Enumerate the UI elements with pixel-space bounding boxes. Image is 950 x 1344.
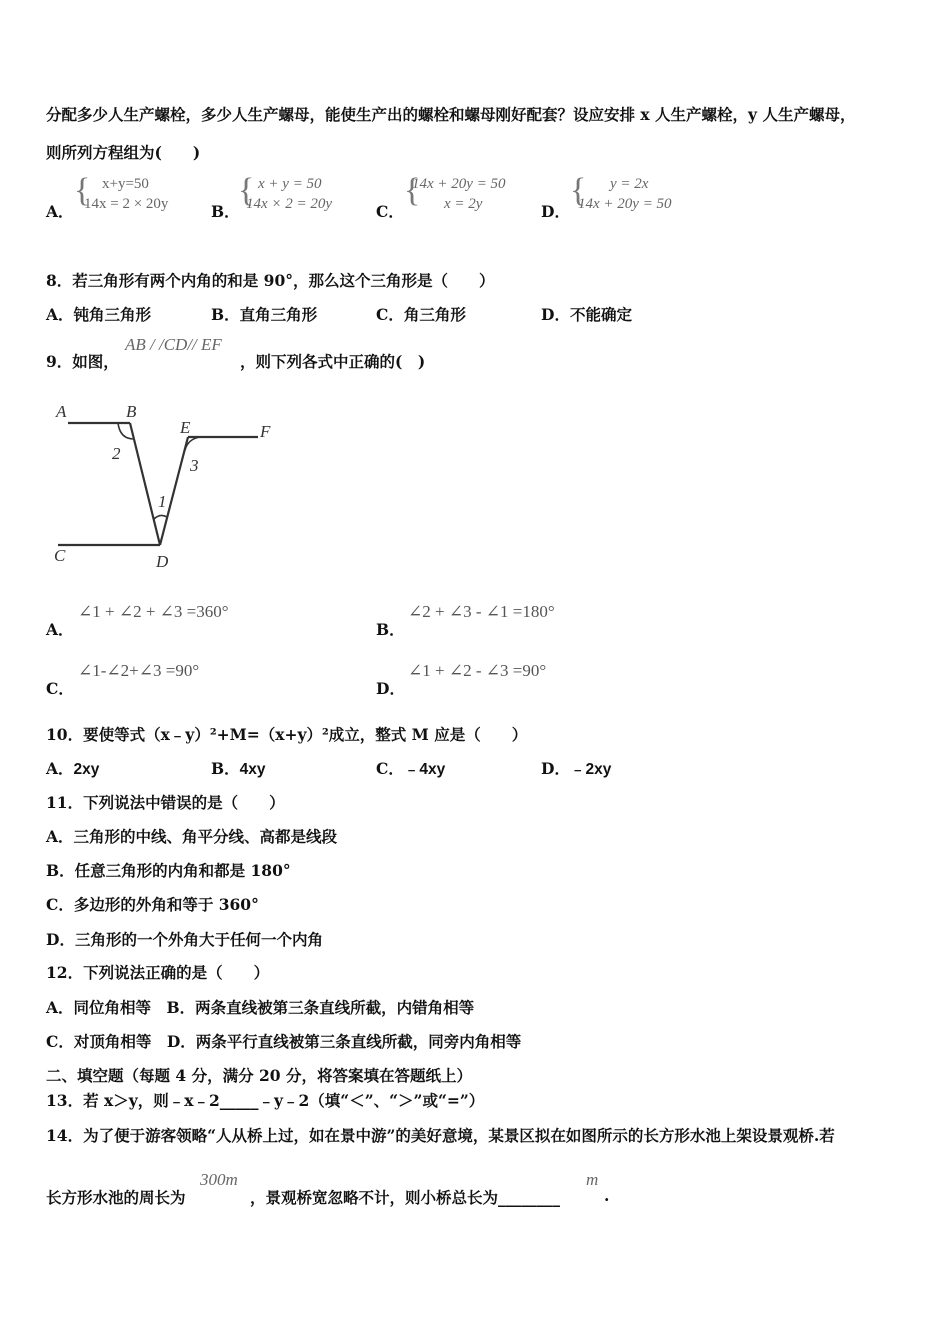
q14-stem-end: .	[604, 1186, 610, 1205]
q12-options-row1: A．同位角相等 B．两条直线被第三条直线所截，内错角相等	[46, 998, 475, 1017]
q8-option-a: A．钝角三角形	[46, 305, 152, 324]
q11-option-b: B．任意三角形的内角和都是 180°	[46, 861, 291, 880]
line-bd	[130, 423, 160, 545]
q8-option-b: B．直角三角形	[211, 305, 318, 324]
q14-stem-line1: 14．为了便于游客领略“人从桥上过，如在景中游”的美好意境，某景区拟在如图所示的长方形水池上架设景观桥.若	[46, 1126, 835, 1145]
q7-b-row2: 14x × 2 = 20y	[246, 196, 333, 212]
line-de	[160, 437, 188, 545]
q7-option-a-label: A．	[46, 202, 74, 221]
label-b: B	[126, 402, 137, 421]
q9-option-a-formula: ∠1 + ∠2 + ∠3 =360°	[78, 602, 229, 621]
label-e: E	[180, 418, 191, 437]
q13-stem: 13．若 x＞y，则﹣x﹣2_____﹣y﹣2（填“＜”、“＞”或“=”）	[46, 1091, 485, 1110]
q7-option-c-label: C．	[376, 202, 404, 221]
q9-option-d-formula: ∠1 + ∠2 - ∠3 =90°	[408, 661, 547, 680]
q12-options-row2: C．对顶角相等 D．两条平行直线被第三条直线所截，同旁内角相等	[46, 1032, 522, 1051]
q7-a-row1: x+y=50	[102, 176, 149, 192]
q7-c-row1: 14x + 20y = 50	[412, 176, 506, 192]
section-2-heading: 二、填空题（每题 4 分，满分 20 分，将答案填在答题纸上）	[46, 1066, 472, 1085]
q14-stem-middle: ，景观桥宽忽略不计，则小桥总长为________	[250, 1188, 561, 1207]
q7-d-row2: 14x + 20y = 50	[578, 196, 672, 212]
q9-stem-prefix: 9．如图，	[46, 352, 119, 371]
q10-option-c: C．﹣4xy	[376, 759, 446, 778]
q11-option-a: A．三角形的中线、角平分线、高都是线段	[46, 827, 338, 846]
q7-option-b-system: { x + y = 50 14x × 2 = 20y	[238, 172, 333, 212]
label-d: D	[156, 552, 169, 571]
label-a: A	[56, 402, 67, 421]
q14-perimeter: 300m	[200, 1170, 238, 1189]
q9-option-c-formula: ∠1-∠2+∠3 =90°	[78, 661, 200, 680]
q7-option-c-system: { 14x + 20y = 50 x = 2y	[404, 172, 506, 212]
q9-stem-suffix: ，则下列各式中正确的( )	[240, 352, 426, 371]
q9-option-b-formula: ∠2 + ∠3 - ∠1 =180°	[408, 602, 555, 621]
q7-c-row2: x = 2y	[444, 196, 483, 212]
q7-stem-line1: 分配多少人生产螺栓，多少人生产螺母，能使生产出的螺栓和螺母刚好配套？设应安排 x 人生产螺栓，y 人生产螺母，	[46, 105, 856, 124]
label-angle-3: 3	[190, 456, 199, 475]
q10-option-b: B．4xy	[211, 759, 266, 778]
q14-stem-prefix: 长方形水池的周长为	[46, 1188, 186, 1207]
q11-option-d: D．三角形的一个外角大于任何一个内角	[46, 930, 323, 949]
q8-option-d: D．不能确定	[541, 305, 632, 324]
q12-stem: 12．下列说法正确的是（ ）	[46, 963, 270, 982]
q14-unit: m	[586, 1170, 599, 1189]
q10-option-d: D．﹣2xy	[541, 759, 612, 778]
angle-1-arc	[154, 515, 167, 519]
q9-option-b-label: B．	[376, 620, 405, 639]
q10-option-a: A．2xy	[46, 759, 100, 778]
q7-option-d-system: { y = 2x 14x + 20y = 50	[570, 172, 672, 212]
q11-stem: 11．下列说法中错误的是（ ）	[46, 793, 285, 812]
q7-d-row1: y = 2x	[610, 176, 649, 192]
q7-b-row1: x + y = 50	[258, 176, 322, 192]
label-c: C	[54, 546, 66, 565]
label-angle-1: 1	[158, 492, 167, 511]
q7-option-d-label: D．	[541, 202, 570, 221]
q10-stem: 10．要使等式（x﹣y）²+M=（x+y）²成立，整式 M 应是（ ）	[46, 725, 528, 744]
label-angle-2: 2	[112, 444, 121, 463]
q8-stem: 8．若三角形有两个内角的和是 90°，那么这个三角形是（ ）	[46, 271, 495, 290]
q9-figure	[50, 395, 290, 575]
q7-option-b-label: B．	[211, 202, 240, 221]
q9-option-d-label: D．	[376, 679, 405, 698]
q7-a-row2: 14x = 2 × 20y	[84, 196, 169, 212]
q9-option-c-label: C．	[46, 679, 74, 698]
q8-option-c: C．角三角形	[376, 305, 466, 324]
q7-stem-line2: 则所列方程组为( )	[46, 143, 201, 162]
q7-option-a-system: { x+y=50 14x = 2 × 20y	[74, 172, 169, 212]
label-f: F	[260, 422, 271, 441]
q9-condition: AB / /CD// EF	[125, 335, 222, 354]
q9-option-a-label: A．	[46, 620, 74, 639]
q11-option-c: C．多边形的外角和等于 360°	[46, 895, 259, 914]
